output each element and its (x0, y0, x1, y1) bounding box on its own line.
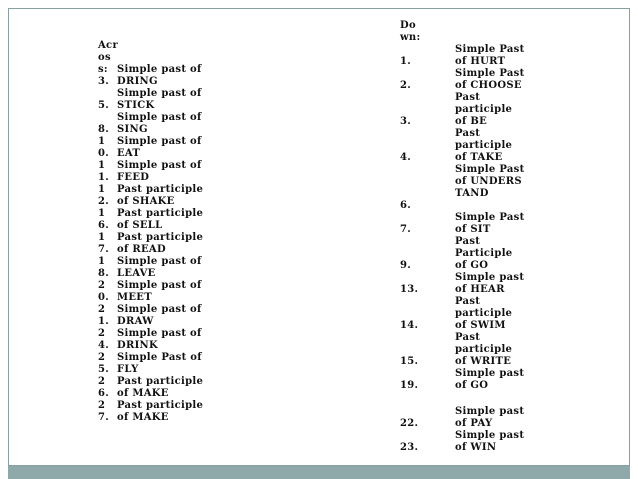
clue-text: Simple past of DRAW (117, 304, 202, 327)
clue-text: Past participle of WRITE (455, 332, 513, 367)
clue-number: 5. (98, 100, 110, 111)
clue-text: Simple Past of SIT (455, 212, 525, 235)
clue-number: 3. (400, 116, 412, 127)
clue-text: Simple past of SING (117, 112, 202, 135)
clue-text: Past participle of SWIM (455, 296, 513, 331)
clue-text: Past participle of MAKE (117, 400, 204, 423)
clue-text: Past participle of TAKE (455, 128, 513, 163)
clue-number: 8. (98, 124, 110, 135)
clue-text: Simple past of FEED (117, 160, 202, 183)
clue-number: 9. (400, 260, 412, 271)
clue-text: Simple past of WIN (455, 430, 525, 453)
clue-text: Simple past of DRING (117, 64, 202, 87)
clue-text: Simple past of DRINK (117, 328, 202, 351)
clue-number: 1. (400, 56, 412, 67)
clue-number: 2. (400, 80, 412, 91)
clue-number: 12. (98, 184, 110, 207)
clue-number: 26. (98, 376, 110, 399)
clue-text: Past participle of BE (455, 92, 513, 127)
clue-number: 4. (400, 152, 412, 163)
clue-number: 18. (98, 256, 110, 279)
clue-number: 3. (98, 76, 110, 87)
clue-text: Past participle of READ (117, 232, 204, 255)
clue-text: Simple past of PAY (455, 406, 525, 429)
clue-number: 15. (400, 356, 419, 367)
clue-text: Simple past of LEAVE (117, 256, 202, 279)
clue-number: 7. (400, 224, 412, 235)
clue-number: 19. (400, 380, 419, 391)
clue-text: Simple Past of CHOOSE (455, 68, 525, 91)
across-header: Across: (98, 40, 119, 75)
clue-number: 13. (400, 284, 419, 295)
clue-text: Simple past of MEET (117, 280, 202, 303)
clue-number: 6. (400, 200, 412, 211)
clue-number: 23. (400, 442, 419, 453)
clue-number: 10. (98, 136, 110, 159)
clue-number: 25. (98, 352, 110, 375)
clue-number: 22. (400, 418, 419, 429)
clue-text: Simple past of EAT (117, 136, 202, 159)
clue-text: Simple Past of FLY (117, 352, 202, 375)
clue-number: 24. (98, 328, 110, 351)
clue-number: 27. (98, 400, 110, 423)
clue-text: Past Participle of GO (455, 236, 513, 271)
down-header: Down: (400, 20, 421, 43)
clue-text: Past participle of SHAKE (117, 184, 204, 207)
clue-text: Past participle of SELL (117, 208, 204, 231)
clue-text: Simple past of GO (455, 368, 525, 391)
clue-number: 11. (98, 160, 110, 183)
clue-number: 16. (98, 208, 110, 231)
clue-text: Past participle of MAKE (117, 376, 204, 399)
clue-number: 20. (98, 280, 110, 303)
clue-text: Simple past of STICK (117, 88, 202, 111)
clue-number: 21. (98, 304, 110, 327)
clue-number: 17. (98, 232, 110, 255)
clue-number: 14. (400, 320, 419, 331)
clue-text: Simple past of HEAR (455, 272, 525, 295)
clue-text: Simple Past of HURT (455, 44, 525, 67)
slide-footer-bar (8, 466, 630, 479)
clue-text: Simple Past of UNDERSTAND (455, 164, 525, 199)
